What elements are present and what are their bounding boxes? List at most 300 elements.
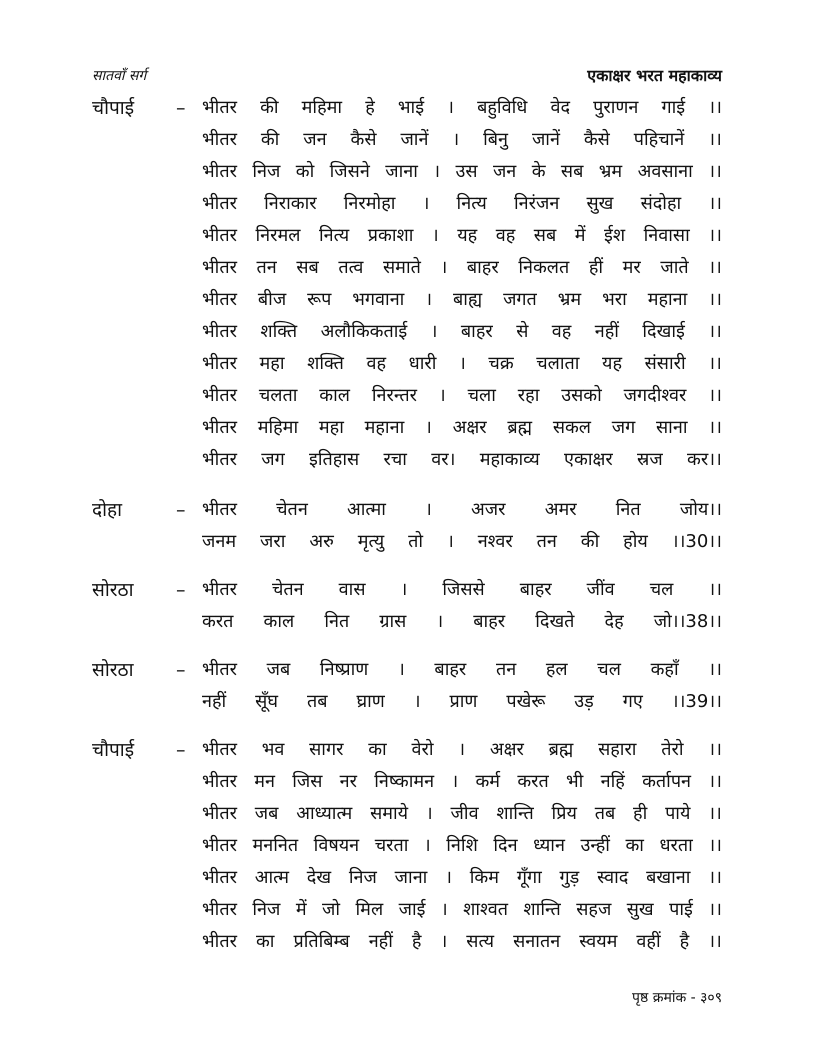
verse-word: देख — [306, 867, 332, 888]
verse-word: भीतर — [202, 97, 237, 118]
verse-word: पहिचानें — [633, 129, 685, 150]
verse-line — [202, 316, 722, 348]
verse-lines — [202, 574, 722, 638]
verse-word: ।।39।। — [671, 691, 722, 712]
verse-word: हीं — [588, 257, 604, 278]
verse-word: नश्वर — [477, 531, 513, 552]
verse-line — [202, 526, 722, 558]
verse-word: वहीं — [636, 931, 661, 952]
verse-word: नहीं — [202, 691, 227, 712]
verse-word: भी — [566, 771, 584, 792]
verse-word: जन — [303, 129, 327, 150]
chapter-label: सातवाँ सर्ग — [92, 68, 147, 84]
verse-word: सहज — [576, 899, 612, 920]
verse-word: बिनु — [483, 129, 509, 150]
verse-word: । — [425, 499, 432, 520]
verse-word: भ्रम — [557, 289, 582, 310]
verse-word: भीतर — [202, 803, 237, 824]
verse-word: जग — [611, 417, 636, 438]
verse-word: । — [458, 739, 466, 760]
verse-word: समाये — [370, 803, 409, 824]
verse-word: चल — [649, 579, 674, 600]
verse-word: बाहर — [519, 579, 552, 600]
verse-word: कैसे — [583, 129, 610, 150]
verse-word: शान्ति — [523, 899, 561, 920]
verse-word: जिससे — [442, 579, 485, 600]
verse-word: जिस — [292, 771, 323, 792]
verse-word: बहुविधि — [477, 97, 528, 118]
verse-line — [202, 862, 722, 894]
verse-word: जग — [261, 449, 285, 470]
verse-word: की — [580, 531, 600, 552]
verse-word: निवासा — [643, 225, 690, 246]
verse-word: महाना — [364, 417, 405, 438]
verse-word: ।। — [708, 385, 722, 406]
verse-word: भीतर — [202, 225, 237, 246]
verse-word: तन — [536, 531, 557, 552]
verse-word: । — [458, 353, 466, 374]
verse-word: समाते — [383, 257, 421, 278]
verse-word: भीतर — [202, 161, 237, 182]
verse-word: बीज — [257, 289, 287, 310]
verse-word: चलाता — [536, 353, 580, 374]
verse-word: है — [679, 931, 690, 952]
verse-word: मृत्यु — [357, 531, 385, 552]
verse-word: यह — [602, 353, 623, 374]
verse-word: । — [431, 225, 439, 246]
verse-word: ।। — [708, 835, 722, 856]
verse-word: प्रतिबिम्ब — [293, 931, 350, 952]
verse-word: । — [425, 803, 433, 824]
verse-word: घ्राण — [356, 691, 385, 712]
verse-word: चल — [597, 659, 621, 680]
verse-line — [202, 124, 722, 156]
verse-word: सत्य — [466, 931, 495, 952]
verse-word: ।। — [708, 867, 722, 888]
verse-word: दिखाई — [642, 321, 685, 342]
verse-word: सब — [533, 225, 557, 246]
verse-word: काल — [319, 385, 350, 406]
verse-word: चला — [467, 385, 496, 406]
verse-word: कहाँ — [650, 659, 679, 680]
verse-word: धारी — [408, 353, 437, 374]
verse-word: । — [413, 691, 421, 712]
verse-word: संसारी — [644, 353, 686, 374]
verse-word: तब — [306, 691, 328, 712]
verse-word: । — [447, 97, 454, 118]
verse-word: सहारा — [598, 739, 637, 760]
verse-word: ।। — [708, 321, 722, 342]
verse-word: आत्मा — [346, 499, 386, 520]
verse-word: निशि — [446, 835, 478, 856]
verse-lines — [202, 92, 722, 476]
verse-word: भीतर — [202, 579, 237, 600]
verse-word: भरा — [602, 289, 627, 310]
verse-lines — [202, 494, 722, 558]
verse-word: मर — [622, 257, 641, 278]
verse-line — [202, 284, 722, 316]
verse-type-label: सोरठा — [92, 579, 134, 601]
verse-word: प्रिय — [551, 803, 577, 824]
verse-word: जो — [322, 899, 341, 920]
verse-dash: – — [176, 739, 186, 761]
verse-line — [202, 926, 722, 958]
verse-word: स्वाद — [597, 867, 629, 888]
verse-word: भीतर — [202, 867, 237, 888]
verse-word: गए — [622, 691, 643, 712]
verse-word: अलौकिकताई — [320, 321, 408, 342]
verse-word: बाहर — [460, 321, 493, 342]
verse-word: पाये — [665, 803, 691, 824]
verse-word: ।। — [708, 289, 722, 310]
verse-line — [202, 92, 722, 124]
verse-line — [202, 574, 722, 606]
verse-word: अजर — [471, 499, 506, 520]
verse-line — [202, 494, 722, 526]
verse-word: तब — [594, 803, 616, 824]
verse-word: इतिहास — [309, 449, 360, 470]
verse-word: ।। — [708, 803, 722, 824]
verse-word: भीतर — [202, 193, 237, 214]
verse-line — [202, 654, 722, 686]
verse-word: दिन — [493, 835, 518, 856]
verse-word: भीतर — [202, 835, 237, 856]
verse-word: में — [295, 899, 307, 920]
verse-word: महा — [259, 353, 285, 374]
verse-line — [202, 686, 722, 718]
verse-word: की — [260, 129, 280, 150]
verse-word: तन — [495, 659, 517, 680]
verse-word: जानें — [531, 129, 560, 150]
verse-word: स्वयम — [579, 931, 618, 952]
verse-word: । — [433, 161, 441, 182]
verse-word: अक्षर — [452, 417, 487, 438]
verse-word: सब — [296, 257, 319, 278]
verse-word: उन्हीं — [580, 835, 610, 856]
verse-word: ।। — [708, 417, 722, 438]
verse-word: तेरो — [661, 739, 684, 760]
verse-word: कैसे — [350, 129, 377, 150]
verse-word: महा — [318, 417, 344, 438]
verse-word: नित्य — [318, 225, 350, 246]
verse-word: शक्ति — [307, 353, 344, 374]
verse-word: जोय।। — [679, 499, 722, 520]
verse-word: जाते — [660, 257, 689, 278]
verse-word: निरमल — [255, 225, 301, 246]
verse-lines — [202, 734, 722, 958]
verse-word: यह — [457, 225, 478, 246]
verse-word: शाश्वत — [463, 899, 508, 920]
verse-word: । — [400, 579, 408, 600]
verse-word: भीतर — [202, 931, 237, 952]
verse-dash: – — [176, 499, 186, 521]
verse-word: जो।।38।। — [653, 611, 722, 632]
verse-word: ग्रास — [379, 611, 407, 632]
verse-word: ।। — [708, 129, 722, 150]
verse-line — [202, 830, 722, 862]
verse-word: प्राण — [449, 691, 478, 712]
verse-word: सब — [560, 161, 584, 182]
verse-word: की — [260, 97, 279, 118]
verse-line — [202, 348, 722, 380]
verse-word: सुख — [586, 193, 614, 214]
verse-word: भाई — [397, 97, 425, 118]
verse-word: । — [438, 385, 446, 406]
verse-word: निष्कामन — [374, 771, 435, 792]
verse-word: तन — [256, 257, 277, 278]
verse-word: । — [423, 835, 431, 856]
verse-word: तो — [408, 531, 424, 552]
verse-word: वेरो — [411, 739, 434, 760]
verse-word: नित्य — [456, 193, 487, 214]
verse-word: काल — [263, 611, 295, 632]
verse-word: जरा — [260, 531, 286, 552]
verse-word: ।। — [708, 161, 722, 182]
verse-word: करत — [517, 771, 549, 792]
verse-word: नहीं — [368, 931, 393, 952]
verse-word: । — [397, 659, 405, 680]
verse-word: जन — [492, 161, 517, 182]
verse-line — [202, 188, 722, 220]
verse-word: कर्म — [475, 771, 501, 792]
verse-word: ।। — [708, 225, 722, 246]
verse-word: निष्प्राण — [319, 659, 369, 680]
verse-word: ही — [633, 803, 648, 824]
book-title: एकाक्षर भरत महाकाव्य — [587, 66, 722, 85]
verse-dash: – — [176, 97, 186, 119]
verse-word: नहिं — [600, 771, 625, 792]
verse-word: कर्तापन — [642, 771, 692, 792]
verse-word: है — [411, 931, 422, 952]
verse-word: को — [295, 161, 315, 182]
verse-word: चेतन — [276, 499, 308, 520]
verse-word: वह — [495, 225, 516, 246]
verse-word: भीतर — [202, 289, 237, 310]
verse-word: भीतर — [202, 129, 237, 150]
verse-word: करत — [202, 611, 234, 632]
verse-word: जाना — [394, 867, 428, 888]
verse-line — [202, 252, 722, 284]
verse-word: जीव — [450, 803, 479, 824]
verse-word: कर।। — [687, 449, 722, 470]
verse-word: भीतर — [202, 417, 237, 438]
verse-word: भीतर — [202, 499, 237, 520]
verse-line — [202, 444, 722, 476]
verse-word: भीतर — [202, 739, 237, 760]
verse-word: स्रज — [637, 449, 663, 470]
verse-word: भीतर — [202, 321, 237, 342]
verse-word: होय — [623, 531, 648, 552]
verse-word: बाह्य — [453, 289, 483, 310]
verse-word: ।। — [708, 97, 722, 118]
verse-word: ध्यान — [533, 835, 565, 856]
verse-word: एकाक्षर — [564, 449, 613, 470]
verse-word: बाहर — [466, 257, 499, 278]
verse-word: चक्र — [488, 353, 514, 374]
verse-word: मन — [254, 771, 275, 792]
verse-word: भीतर — [202, 353, 237, 374]
verse-word: ।। — [708, 771, 722, 792]
verse-word: । — [446, 531, 454, 552]
verse-word: जगत — [503, 289, 537, 310]
verse-word: निरंजन — [514, 193, 560, 214]
verse-word: उड़ — [574, 691, 594, 712]
verse-line — [202, 798, 722, 830]
verse-word: का — [368, 739, 387, 760]
verse-word: जिसने — [329, 161, 370, 182]
page-number: पृष्ठ क्रमांक - ३०९ — [632, 990, 722, 1006]
verse-word: ईश — [604, 225, 626, 246]
verse-word: ।। — [708, 353, 722, 374]
verse-word: ।।30।। — [671, 531, 722, 552]
verse-word: । — [425, 289, 433, 310]
verse-word: जींव — [586, 579, 615, 600]
verse-word: । — [422, 193, 430, 214]
verse-word: का — [255, 931, 275, 952]
verse-word: सुख — [626, 899, 654, 920]
verse-word: अमर — [544, 499, 577, 520]
verse-word: चेतन — [271, 579, 304, 600]
verse-type-label: चौपाई — [92, 739, 135, 761]
verse-word: निरन्तर — [371, 385, 418, 406]
verse-word: का — [625, 835, 644, 856]
verse-line — [202, 412, 722, 444]
verse-word: गुड़ — [559, 867, 580, 888]
verse-word: ।। — [708, 193, 722, 214]
verse-type-label: सोरठा — [92, 659, 134, 681]
verse-word: ब्रह्म — [507, 417, 533, 438]
verse-word: महाना — [647, 289, 688, 310]
verse-word: निज — [348, 867, 377, 888]
verse-word: अक्षर — [489, 739, 524, 760]
verse-word: महिमा — [301, 97, 343, 118]
verse-word: साना — [656, 417, 688, 438]
verse-word: बाहर — [434, 659, 467, 680]
verse-word: संदोहा — [640, 193, 682, 214]
verse-word: नहीं — [594, 321, 619, 342]
verse-word: निज — [252, 899, 281, 920]
verse-word: देह — [604, 611, 624, 632]
verse-word: महाकाव्य — [479, 449, 540, 470]
verse-word: रचा — [383, 449, 407, 470]
verse-word: ।। — [708, 579, 722, 600]
verse-word: ।। — [708, 257, 722, 278]
verse-word: में — [574, 225, 586, 246]
verse-word: पाई — [669, 899, 693, 920]
verse-word: । — [445, 867, 452, 888]
verse-word: धरता — [659, 835, 693, 856]
verse-word: जनम — [202, 531, 237, 552]
verse-word: पुराणन — [593, 97, 639, 118]
verse-word: जब — [254, 803, 279, 824]
verse-word: जाई — [398, 899, 426, 920]
verse-word: मननित — [252, 835, 299, 856]
verse-lines — [202, 654, 722, 718]
verse-word: नित — [615, 499, 641, 520]
verse-word: वेद — [550, 97, 571, 118]
verse-word: आत्म — [254, 867, 289, 888]
verse-line — [202, 766, 722, 798]
verse-word: जानें — [400, 129, 429, 150]
verse-dash: – — [176, 659, 186, 681]
verse-word: वर। — [431, 449, 456, 470]
verse-word: किम — [469, 867, 500, 888]
verse-word: प्रकाशा — [367, 225, 414, 246]
verse-word: के — [531, 161, 546, 182]
verse-line — [202, 220, 722, 252]
verse-word: भव — [261, 739, 285, 760]
verse-word: गाई — [661, 97, 686, 118]
verse-word: निराकार — [264, 193, 317, 214]
verse-word: हे — [365, 97, 375, 118]
verse-line — [202, 380, 722, 412]
verse-word: सकल — [552, 417, 592, 438]
verse-word: भीतर — [202, 449, 237, 470]
verse-line — [202, 734, 722, 766]
verse-word: बाहर — [473, 611, 506, 632]
page-header — [92, 64, 722, 88]
verse-word: विषयन — [313, 835, 360, 856]
verse-word: निकलत — [518, 257, 570, 278]
verse-word: मिल — [355, 899, 384, 920]
verse-line — [202, 156, 722, 188]
verse-word: भगवाना — [352, 289, 405, 310]
verse-word: सूँघ — [255, 691, 278, 712]
verse-word: । — [440, 899, 448, 920]
verse-word: चलता — [258, 385, 298, 406]
verse-word: ।। — [708, 899, 722, 920]
verse-word: सागर — [309, 739, 344, 760]
verse-word: शक्ति — [260, 321, 298, 342]
verse-word: ।। — [708, 931, 722, 952]
verse-word: भीतर — [202, 257, 237, 278]
verse-line — [202, 894, 722, 926]
verse-word: से — [516, 321, 529, 342]
verse-word: निज — [252, 161, 281, 182]
verse-word: । — [436, 611, 444, 632]
verse-word: चरता — [374, 835, 409, 856]
verse-word: निरमोहा — [343, 193, 396, 214]
verse-word: तत्व — [338, 257, 364, 278]
verse-word: । — [440, 931, 448, 952]
verse-word: गूँगा — [516, 867, 542, 888]
verse-word: महिमा — [257, 417, 299, 438]
verse-word: दिखते — [535, 611, 575, 632]
verse-word: ।। — [708, 739, 722, 760]
verse-line — [202, 606, 722, 638]
verse-word: जाना — [385, 161, 418, 182]
verse-word: बखाना — [646, 867, 691, 888]
verse-word: पखेरू — [506, 691, 546, 712]
verse-word: जब — [266, 659, 291, 680]
verse-word: वह — [551, 321, 572, 342]
verse-word: आध्यात्म — [296, 803, 353, 824]
verse-word: सनातन — [513, 931, 561, 952]
verse-word: अरु — [309, 531, 334, 552]
verse-word: नित — [324, 611, 350, 632]
verse-word: रूप — [307, 289, 332, 310]
verse-word: । — [425, 417, 432, 438]
verse-word: रहा — [517, 385, 540, 406]
verse-word: उस — [455, 161, 478, 182]
verse-word: भीतर — [202, 899, 237, 920]
verse-word: भीतर — [202, 385, 237, 406]
verse-dash: – — [176, 579, 186, 601]
verse-word: ।। — [708, 659, 722, 680]
verse-word: । — [452, 129, 460, 150]
verse-word: । — [451, 771, 459, 792]
verse-word: भीतर — [202, 771, 237, 792]
